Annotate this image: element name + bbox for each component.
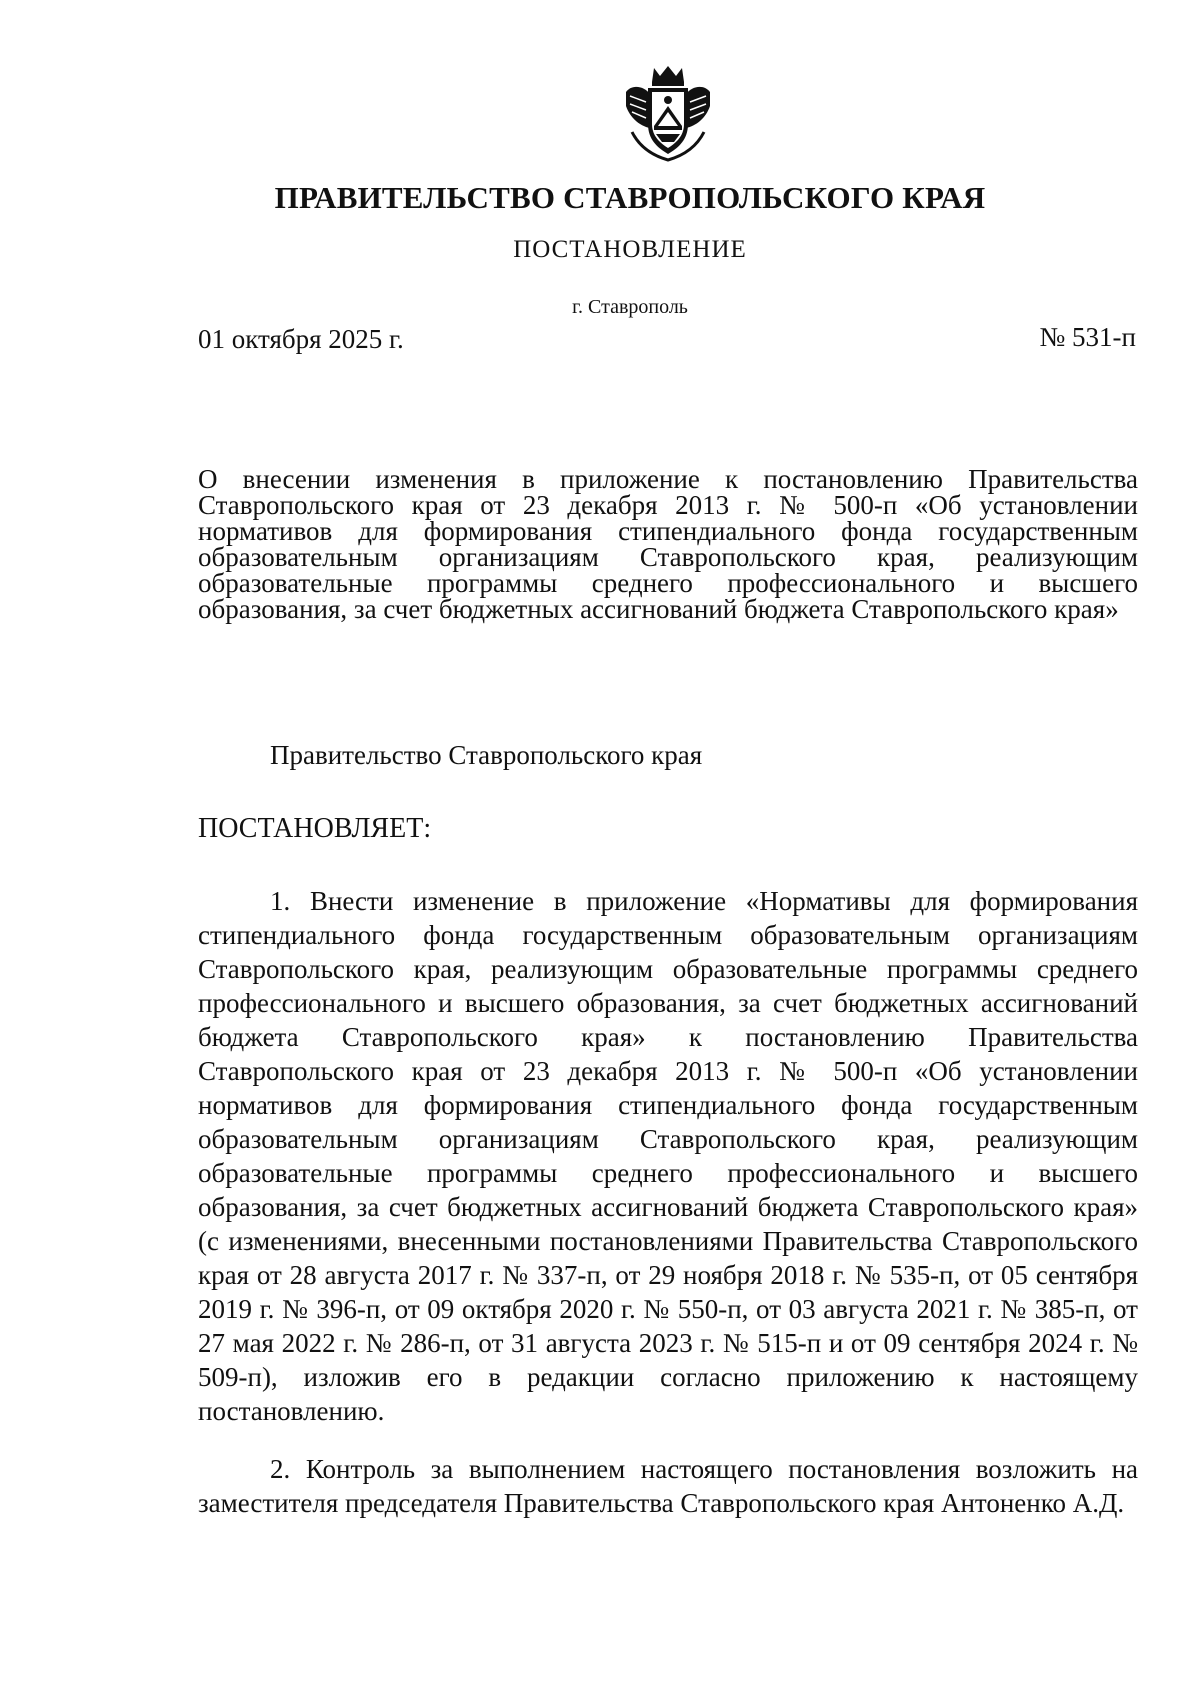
document-type: ПОСТАНОВЛЕНИЕ [513,236,747,263]
government-title: ПРАВИТЕЛЬСТВО СТАВРОПОЛЬСКОГО КРАЯ [274,180,986,215]
document-subject: О внесении изменения в приложение к постановлению Правительства Ставропольского края от 23 декабря 2013 г. № 500-п «Об установлении нормативов для формирования стипендиального фонда государственным образовательным организациям Ставропольского края, реализующим образовательные программы среднего профессионального и высшего образования, за счет бюджетных ассигнований бюджета Ставропольского края» [198,464,1138,624]
document-number: № 531-п [1039,322,1136,352]
paragraph-1: 1. Внести изменение в приложение «Нормативы для формирования стипендиального фонда государственным образовательным организациям Ставропольского края, реализующим образовательные программы среднего профессионального и высшего образования, за счет бюджетных ассигнований бюджета Ставропольского края» к постановлению Правительства Ставропольского края от 23 декабря 2013 г. № 500-п «Об установлении нормативов для формирования стипендиального фонда государственным образовательным организациям Ставропольского края, реализующим образовательные программы среднего профессионального и высшего образования, за счет бюджетных ассигнований бюджета Ставропольского края» (с изменениями, внесенными постановлениями Правительства Ставропольского края от 28 августа 2017 г. № 337-п, от 29 ноября 2018 г. № 535-п, от 05 сентября 2019 г. № 396-п, от 09 октября 2020 г. № 550-п, от 03 августа 2021 г. № 385-п, от 27 мая 2022 г. № 286-п, от 31 августа 2023 г. № 515-п и от 09 сентября 2024 г. № 509-п), изложив его в редакции согласно приложению к настоящему постановлению. [198,886,1138,1426]
stavropol-coat-of-arms-icon [622,62,714,162]
preamble: Правительство Ставропольского края [270,740,703,770]
paragraph-2: 2. Контроль за выполнением настоящего постановления возложить на заместителя председателя Правительства Ставропольского края Антоненко А.Д. [198,1454,1138,1518]
city: г. Ставрополь [572,296,688,318]
document-date: 01 октября 2025 г. [198,324,404,354]
decree-word: ПОСТАНОВЛЯЕТ: [198,813,432,844]
